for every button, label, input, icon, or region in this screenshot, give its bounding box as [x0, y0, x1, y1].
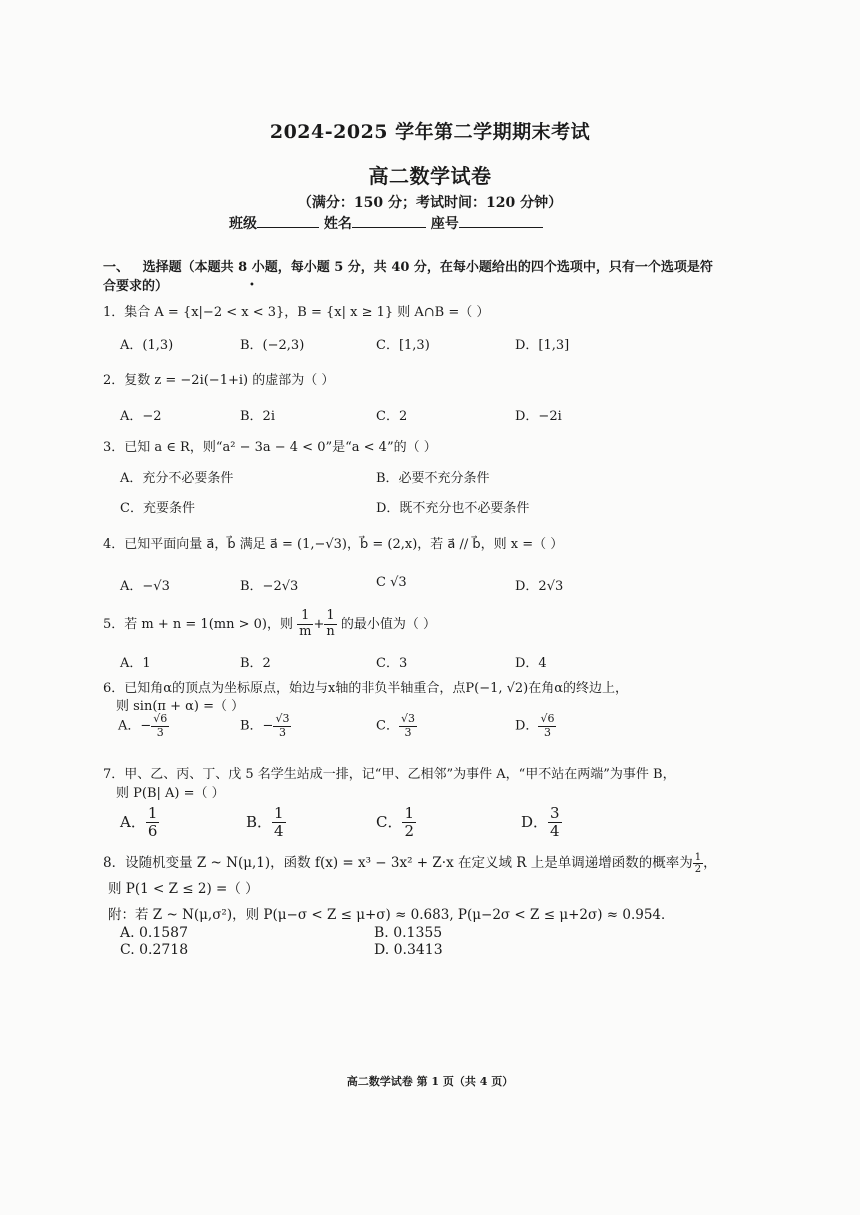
question-1-stem: 1．集合 A = {x|−2 < x < 3}，B = {x| x ≥ 1} 则 A∩B =（ ）: [103, 305, 490, 320]
section-heading: [103, 256, 713, 275]
question-7-option-a: [120, 805, 159, 841]
seat-blank: [459, 213, 543, 228]
question-2-option-c: C．2: [376, 409, 408, 424]
question-7-option-d: [521, 805, 562, 841]
question-6-option-c: [376, 713, 417, 739]
question-4-option-c: C √3: [376, 575, 407, 590]
question-1-option-d: D．[1,3]: [515, 338, 570, 353]
question-5-option-b: B．2: [240, 656, 271, 671]
exam-title: 2024-2025 学年第二学期期末考试: [269, 121, 591, 143]
option-fraction: [151, 713, 169, 739]
option-label: A．: [120, 812, 146, 831]
class-label: 班级: [229, 216, 257, 232]
option-fraction: [538, 713, 556, 739]
question-8-stem: 8．设随机变量 Z ~ N(μ,1)，函数 f(x) = x³ − 3x² + Z·x 在定义域 R 上是单调递增函数的概率为 $\frac{1}{2}$ ，: [103, 851, 717, 875]
question-5-fraction-2: [324, 609, 336, 640]
exam-subtitle: 高二数学试卷: [368, 164, 492, 188]
question-6-option-b: [240, 713, 291, 739]
class-blank: [257, 213, 319, 228]
option-fraction: [399, 713, 417, 739]
fraction-denominator: 2: [404, 822, 415, 841]
option-fraction: [548, 805, 562, 841]
name-blank: [352, 213, 426, 228]
fraction-denominator: 3: [404, 725, 412, 739]
fraction-denominator: 3: [278, 725, 286, 739]
option-label: B．: [246, 812, 273, 831]
fraction-numerator: 1: [694, 851, 702, 863]
question-5-stem-b: 的最小值为（ ）: [340, 616, 436, 632]
fraction-numerator: √3: [400, 712, 415, 725]
question-5-option-d: D．4: [515, 656, 547, 671]
option-label: B．−: [240, 718, 274, 734]
section-number: 一、: [103, 260, 130, 275]
question-7-option-b: [246, 805, 286, 841]
option-label: C．: [376, 718, 399, 734]
fraction-denominator: 2: [694, 864, 702, 875]
exam-meta: （满分：150 分；考试时间：120 分钟）: [297, 195, 563, 211]
fraction-numerator: √6: [153, 712, 168, 725]
question-5-stem-a: 5．若 m + n = 1(mn > 0)，则: [103, 616, 293, 632]
question-3-stem: 3．已知 a ∈ R，则“a² − 3a − 4 < 0”是“a < 4”的（ ）: [103, 440, 437, 455]
question-4-stem: 4．已知平面向量 a⃗，b⃗ 满足 a⃗ = (1,−√3)，b⃗ = (2,x)，若 a⃗ // b⃗，则 x =（ ）: [103, 537, 564, 552]
fraction-numerator: 3: [550, 804, 560, 822]
seat-label: 座号: [430, 216, 459, 232]
option-fraction: [273, 713, 291, 739]
fraction-denominator: m: [299, 623, 312, 639]
question-6-stem-cont: 则 sin(π + α) =（ ）: [116, 699, 245, 714]
fraction-denominator: 4: [550, 822, 560, 841]
fraction-denominator: 6: [147, 822, 158, 841]
fraction-numerator: 1: [274, 804, 284, 822]
fraction-numerator: √3: [275, 712, 290, 725]
question-2-option-d: D．−2i: [515, 409, 562, 424]
fraction-denominator: 3: [543, 725, 551, 739]
question-8-option-c: C. 0.2718: [120, 942, 189, 958]
section-heading-cont: 合要求的）: [103, 279, 169, 294]
option-label: D．: [521, 812, 549, 831]
question-2-option-a: A．−2: [120, 409, 162, 424]
question-6-stem: 6．已知角α的顶点为坐标原点，始边与x轴的非负半轴重合，点P(−1, √2)在角α的终边上，: [103, 681, 629, 696]
page-footer: 高二数学试卷 第 1 页（共 4 页）: [346, 1075, 514, 1088]
question-1-option-b: B．(−2,3): [240, 338, 305, 353]
option-label: D．: [515, 718, 539, 734]
question-4-option-d: D．2√3: [515, 579, 564, 594]
question-4-option-b: B．−2√3: [240, 579, 299, 594]
question-8-option-b: B. 0.1355: [374, 925, 443, 941]
question-3-option-c: C．充要条件: [120, 501, 195, 516]
question-8-note: 附：若 Z ~ N(μ,σ²)，则 P(μ−σ < Z ≤ μ+σ) ≈ 0.683, P(μ−2σ < Z ≤ μ+2σ) ≈ 0.954．: [108, 907, 675, 923]
question-4-option-a: A．−√3: [120, 579, 170, 594]
question-7-stem-cont: 则 P(B| A) =（ ）: [116, 786, 225, 801]
fraction-numerator: 1: [404, 804, 415, 822]
fraction-numerator: 1: [147, 804, 158, 822]
question-5-option-a: A．1: [120, 656, 151, 671]
question-2-option-b: B．2i: [240, 409, 275, 424]
fraction-denominator: 3: [156, 725, 164, 739]
question-5-stem: 5．若 m + n = 1(mn > 0)，则 $\frac{1}{m}$ + $\frac{1}{n}$ 的最小值为（ ）: [103, 608, 436, 639]
question-2-stem: 2．复数 z = −2i(−1+i) 的虚部为（ ）: [103, 373, 335, 388]
option-fraction: [146, 805, 160, 841]
question-7-option-c: [376, 805, 416, 841]
question-3-option-d: D．既不充分也不必要条件: [376, 501, 530, 516]
option-label: C．: [376, 812, 403, 831]
fraction-numerator: 1: [324, 609, 336, 625]
scan-dot: •: [249, 280, 255, 291]
question-8-option-d: D. 0.3413: [374, 942, 443, 958]
question-5-fraction-1: [297, 609, 313, 640]
section-heading-text: 选择题（本题共 8 小题，每小题 5 分，共 40 分，在每小题给出的四个选项中，只有一个选项是符: [142, 260, 713, 275]
question-5-option-c: C．3: [376, 656, 408, 671]
question-6-option-d: [515, 713, 556, 739]
question-7-stem: 7．甲、乙、丙、丁、戊 5 名学生站成一排，记“甲、乙相邻”为事件 A，“甲不站在两端”为事件 B，: [103, 767, 676, 782]
question-1-option-a: A．(1,3): [120, 338, 174, 353]
option-fraction: [402, 805, 416, 841]
question-3-option-b: B．必要不充分条件: [376, 471, 490, 486]
option-label: A．−: [118, 718, 152, 734]
question-6-option-a: [118, 713, 169, 739]
question-8-option-a: A. 0.1587: [120, 925, 188, 941]
question-3-option-a: A．充分不必要条件: [120, 471, 234, 486]
name-label: 姓名: [323, 216, 352, 232]
fraction-numerator: 1: [297, 609, 313, 625]
fraction-denominator: 4: [274, 822, 284, 841]
question-8-stem-cont: 则 P(1 < Z ≤ 2) =（ ）: [108, 881, 259, 897]
fraction-numerator: √6: [540, 712, 555, 725]
question-8-stem-text: 8．设随机变量 Z ~ N(μ,1)，函数 f(x) = x³ − 3x² + Z·x 在定义域 R 上是单调递增函数的概率为: [103, 855, 693, 871]
question-1-option-c: C．[1,3): [376, 338, 430, 353]
student-info-line: [229, 213, 543, 233]
question-8-half: [693, 852, 703, 876]
option-fraction: [272, 805, 286, 841]
fraction-denominator: n: [326, 623, 335, 639]
